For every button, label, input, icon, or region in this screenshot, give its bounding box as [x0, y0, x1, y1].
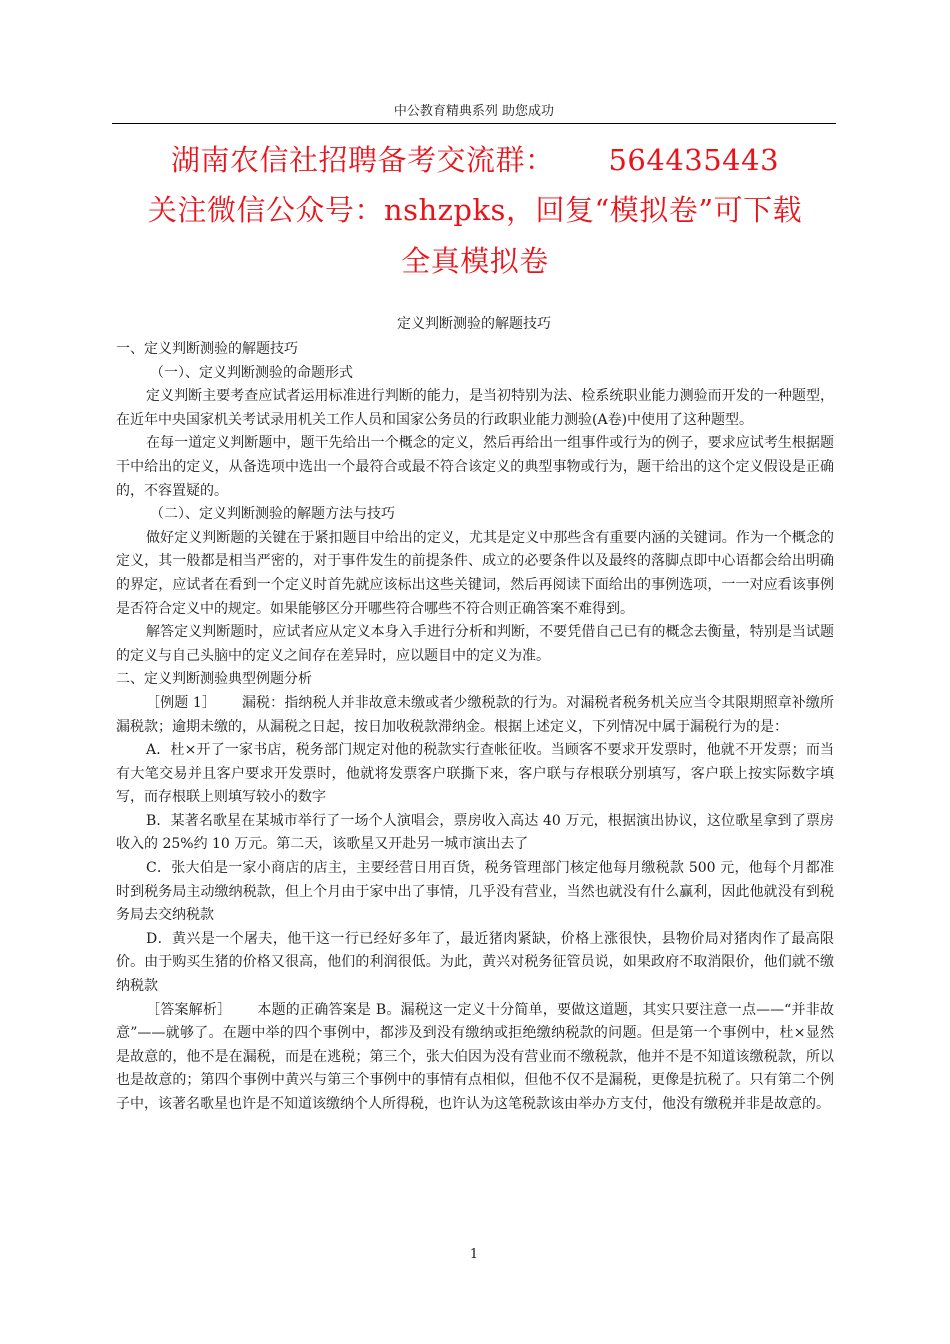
header-divider [112, 123, 836, 124]
subsection-heading-1: （一）、定义判断测验的命题形式 [150, 364, 353, 381]
promo-group-number: 564435443 [608, 143, 780, 177]
document-title: 定义判断测验的解题技巧 [397, 316, 551, 332]
section-heading-1: 一、定义判断测验的解题技巧 [116, 341, 298, 357]
paragraph: 定义判断主要考查应试者运用标准进行判断的能力，是当初特别为法、检系统职业能力测验而开发的一种题型，在近年中央国家机关考试录用机关工作人员和国家公务员的行政职业能力测验(A卷)中使用了这种题型。 [116, 388, 834, 428]
paragraph: 做好定义判断题的关键在于紧扣题目中给出的定义，尤其是定义中那些含有重要内涵的关键词。作为一个概念的定义，其一般都是相当严密的，对于事件发生的前提条件、成立的必要条件以及最终的落脚点即中心语都会给出明确的界定，应试者在看到一个定义时首先就应该标出这些关键词，然后再阅读下面给出的事例选项，一一对应看该事例是否符合定义中的规定。如果能够区分开哪些符合哪些不符合则正确答案不难得到。 [116, 529, 834, 617]
option-a: A．杜×开了一家书店，税务部门规定对他的税款实行查帐征收。当顾客不要求开发票时，他就不开发票；而当有大笔交易并且客户要求开发票时，他就将发票客户联撕下来，客户联与存根联分别填写，客户联上按实际数字填写，而存根联上则填写较小的数字 [116, 742, 834, 806]
example-stem [116, 692, 834, 739]
paragraph: 解答定义判断题时，应试者应从定义本身入手进行分析和判断，不要凭借自己已有的概念去衡量，特别是当试题的定义与自己头脑中的定义之间存在差异时，应以题目中的定义为准。 [116, 624, 834, 664]
promo-line-mock-exam: 全真模拟卷 [401, 244, 549, 278]
promo-line-group [100, 143, 850, 177]
answer-label: ［答案解析］ [146, 1001, 232, 1018]
promo-line-wechat: 关注微信公众号：nshzpks，回复“模拟卷”可下载 [147, 193, 803, 227]
page-number: 1 [469, 1247, 479, 1262]
option-c: C．张大伯是一家小商店的店主，主要经营日用百货，税务管理部门核定他每月缴税款 500 元，他每个月都准时到税务局主动缴纳税款，但上个月由于家中出了事情，几乎没有营业，当然也就没有什么赢利，因此他就没有到税务局去交纳税款 [116, 860, 834, 924]
paragraph: 在每一道定义判断题中，题干先给出一个概念的定义，然后再给出一组事件或行为的例子，要求应试考生根据题干中给出的定义，从备选项中选出一个最符合或最不符合该定义的典型事物或行为，题干给出的这个定义假设是正确的，不容置疑的。 [116, 435, 834, 499]
promo-group-text: 湖南农信社招聘备考交流群： [170, 143, 555, 177]
document-body [116, 338, 834, 1117]
section-heading-2: 二、定义判断测验典型例题分析 [116, 671, 312, 688]
example-label: ［例题 1］ [146, 694, 216, 711]
example-stem-text: 漏税：指纳税人并非故意未缴或者少缴税款的行为。对漏税者税务机关应当令其限期照章补缴所漏税款；逾期未缴的，从漏税之日起，按日加收税款滞纳金。根据上述定义，下列情况中属于漏税行为的是： [116, 694, 834, 735]
running-header: 中公教育精典系列 助您成功 [393, 104, 555, 119]
answer-text: 本题的正确答案是 B。漏税这一定义十分简单，要做这道题，其实只要注意一点——“并非故意”——就够了。在题中举的四个事例中，都涉及到没有缴纳或拒绝缴纳税款的问题。但是第一个事例中，杜×显然是故意的，他不是在漏税，而是在逃税；第三个，张大伯因为没有营业而不缴税款，他并不是不知道该缴税款，所以也是故意的；第四个事例中黄兴与第三个事例中的事情有点相似，但他不仅不是漏税，更像是抗税了。只有第二个例子中，该著名歌星也许是不知道该缴纳个人所得税，也许认为这笔税款该由举办方支付，他没有缴税并非是故意的。 [116, 1001, 835, 1112]
answer-analysis [116, 999, 834, 1117]
subsection-heading-2: （二）、定义判断测验的解题方法与技巧 [150, 506, 395, 523]
option-d: D．黄兴是一个屠夫，他干这一行已经好多年了，最近猪肉紧缺，价格上涨很快，县物价局对猪肉作了最高限价。由于购买生猪的价格又很高，他们的利润很低。为此，黄兴对税务征管员说，如果政府不取消限价，他们就不缴纳税款 [116, 930, 834, 995]
option-b: B．某著名歌星在某城市举行了一场个人演唱会，票房收入高达 40 万元，根据演出协议，这位歌星拿到了票房收入的 25%约 10 万元。第二天，该歌星又开赴另一城市演出去了 [116, 812, 834, 853]
